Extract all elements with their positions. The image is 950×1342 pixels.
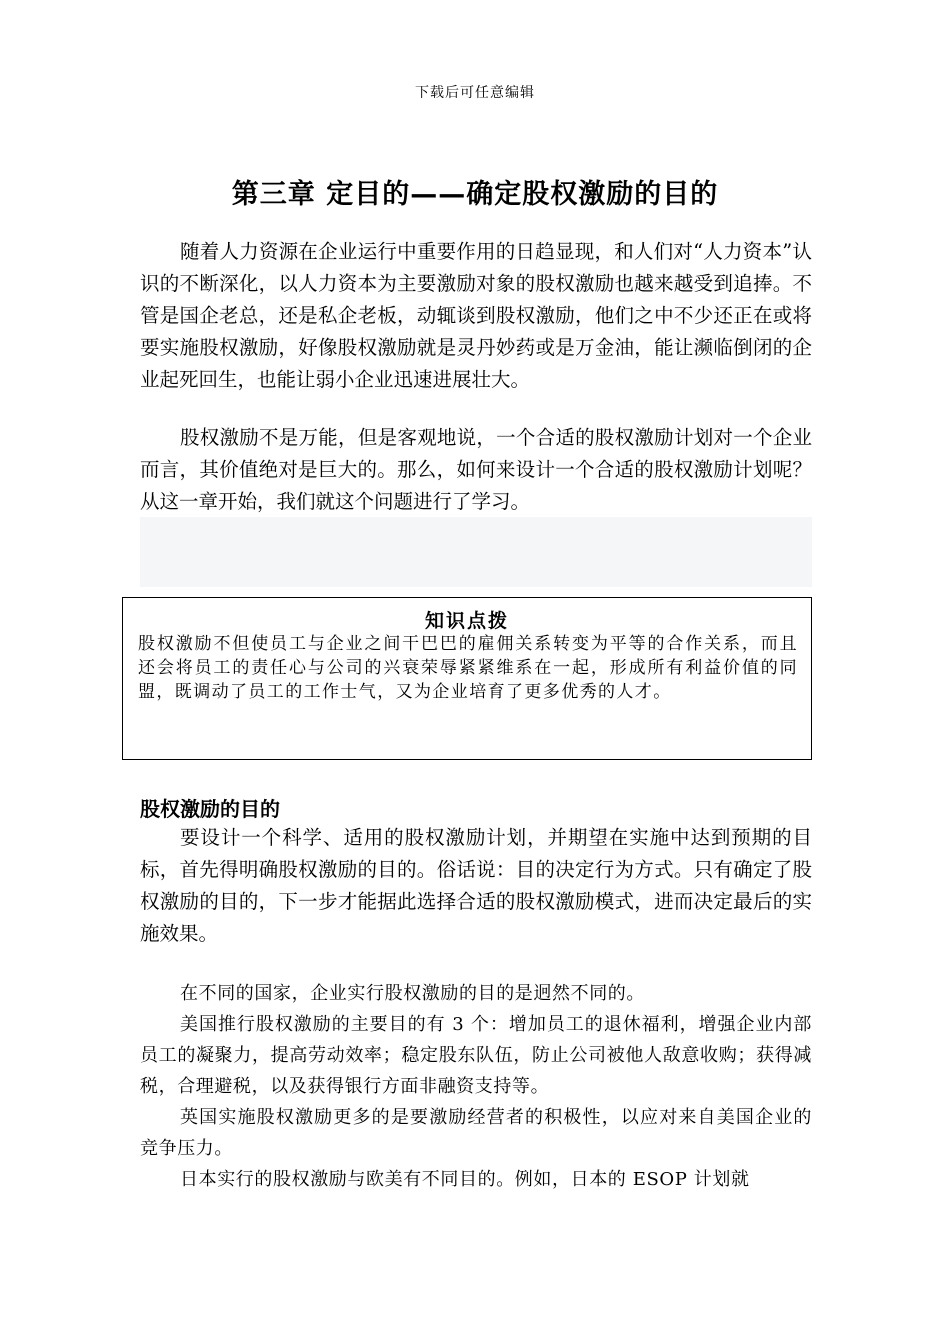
section-paragraph-4: 英国实施股权激励更多的是要激励经营者的积极性，以应对来自美国企业的竞争压力。 xyxy=(140,1107,812,1159)
intro-paragraph-2: 股权激励不是万能，但是客观地说，一个合适的股权激励计划对一个企业而言，其价值绝对是巨大的。那么，如何来设计一个合适的股权激励计划呢？从这一章开始，我们就这个问题进行了学习。 xyxy=(140,426,812,513)
section-paragraph-2: 在不同的国家，企业实行股权激励的目的是迥然不同的。 xyxy=(180,983,645,1004)
section-paragraph-5: 日本实行的股权激励与欧美有不同目的。例如，日本的 ESOP 计划就 xyxy=(180,1169,750,1190)
tip-box-body: 股权激励不但使员工与企业之间干巴巴的雇佣关系转变为平等的合作关系，而且还会将员工的责任心与公司的兴衰荣辱紧紧维系在一起，形成所有利益价值的同盟，既调动了员工的工作士气，又为企业培育了更多优秀的人才。 xyxy=(138,634,798,702)
chapter-title: 第三章 定目的——确定股权激励的目的 xyxy=(231,179,719,210)
header-note: 下载后可任意编辑 xyxy=(415,85,535,101)
section-heading: 股权激励的目的 xyxy=(140,797,280,821)
knowledge-tip-box xyxy=(122,597,812,760)
section-paragraph-3: 美国推行股权激励的主要目的有 3 个：增加员工的退休福利，增强企业内部员工的凝聚力，提高劳动效率；稳定股东队伍，防止公司被他人敌意收购；获得减税，合理避税，以及获得银行方面非融资支持等。 xyxy=(140,1014,812,1097)
shaded-band xyxy=(140,517,812,587)
tip-box-title: 知识点拨 xyxy=(424,610,509,632)
section-paragraph-1: 要设计一个科学、适用的股权激励计划，并期望在实施中达到预期的目标，首先得明确股权激励的目的。俗话说：目的决定行为方式。只有确定了股权激励的目的，下一步才能据此选择合适的股权激励模式，进而决定最后的实施效果。 xyxy=(140,826,812,945)
intro-paragraph-1: 随着人力资源在企业运行中重要作用的日趋显现，和人们对“人力资本”认识的不断深化，以人力资本为主要激励对象的股权激励也越来越受到追捧。不管是国企老总，还是私企老板，动辄谈到股权激励，他们之中不少还正在或将要实施股权激励，好像股权激励就是灵丹妙药或是万金油，能让濒临倒闭的企业起死回生，也能让弱小企业迅速进展壮大。 xyxy=(140,240,812,391)
